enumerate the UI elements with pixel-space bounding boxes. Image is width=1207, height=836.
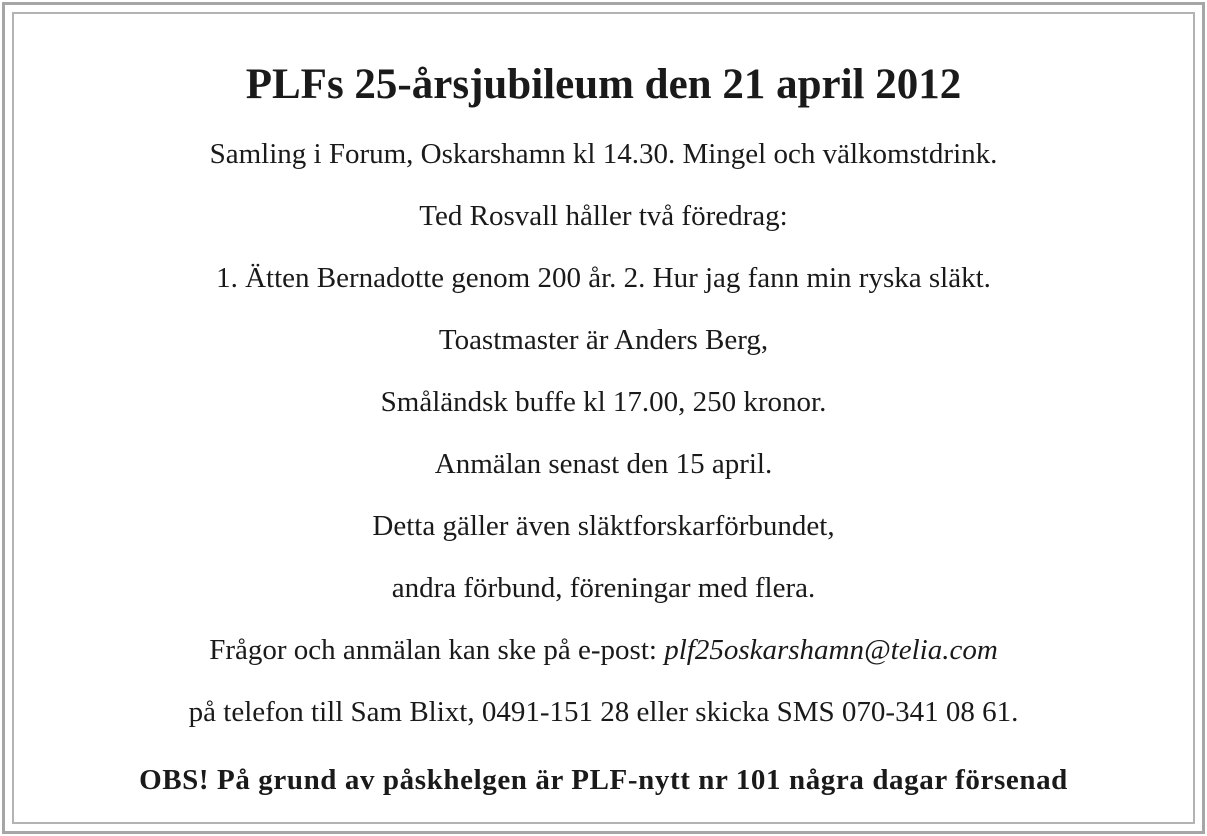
notice-line-toastmaster: Toastmaster är Anders Berg, [438, 324, 769, 356]
notice-line-lectures-intro: Ted Rosvall håller två föredrag: [419, 200, 788, 232]
email-prefix: Frågor och anmälan kan ske på e-post: [209, 634, 657, 666]
notice-line-email [0, 630, 1207, 670]
obs-notice: OBS! På grund av påskhelgen är PLF-nytt nr 101 några dagar försenad [139, 764, 1068, 796]
notice-line-phone: på telefon till Sam Blixt, 0491-151 28 eller skicka SMS 070-341 08 61. [188, 696, 1019, 728]
notice-line-buffet: Småländsk buffe kl 17.00, 250 kronor. [380, 386, 827, 418]
notice-line-lecture-topics: 1. Ätten Bernadotte genom 200 år. 2. Hur jag fann min ryska släkt. [216, 262, 991, 294]
notice-line-applies-to: Detta gäller även släktforskarförbundet, [372, 510, 835, 542]
notice-line-other-associations: andra förbund, föreningar med flera. [391, 572, 816, 604]
notice-line-registration-deadline: Anmälan senast den 15 april. [434, 448, 773, 480]
email-address-link[interactable]: plf25oskarshamn@telia.com [664, 634, 998, 666]
notice-line-gathering: Samling i Forum, Oskarshamn kl 14.30. Mingel och välkomstdrink. [209, 138, 998, 170]
notice-title: PLFs 25-årsjubileum den 21 april 2012 [245, 61, 962, 108]
